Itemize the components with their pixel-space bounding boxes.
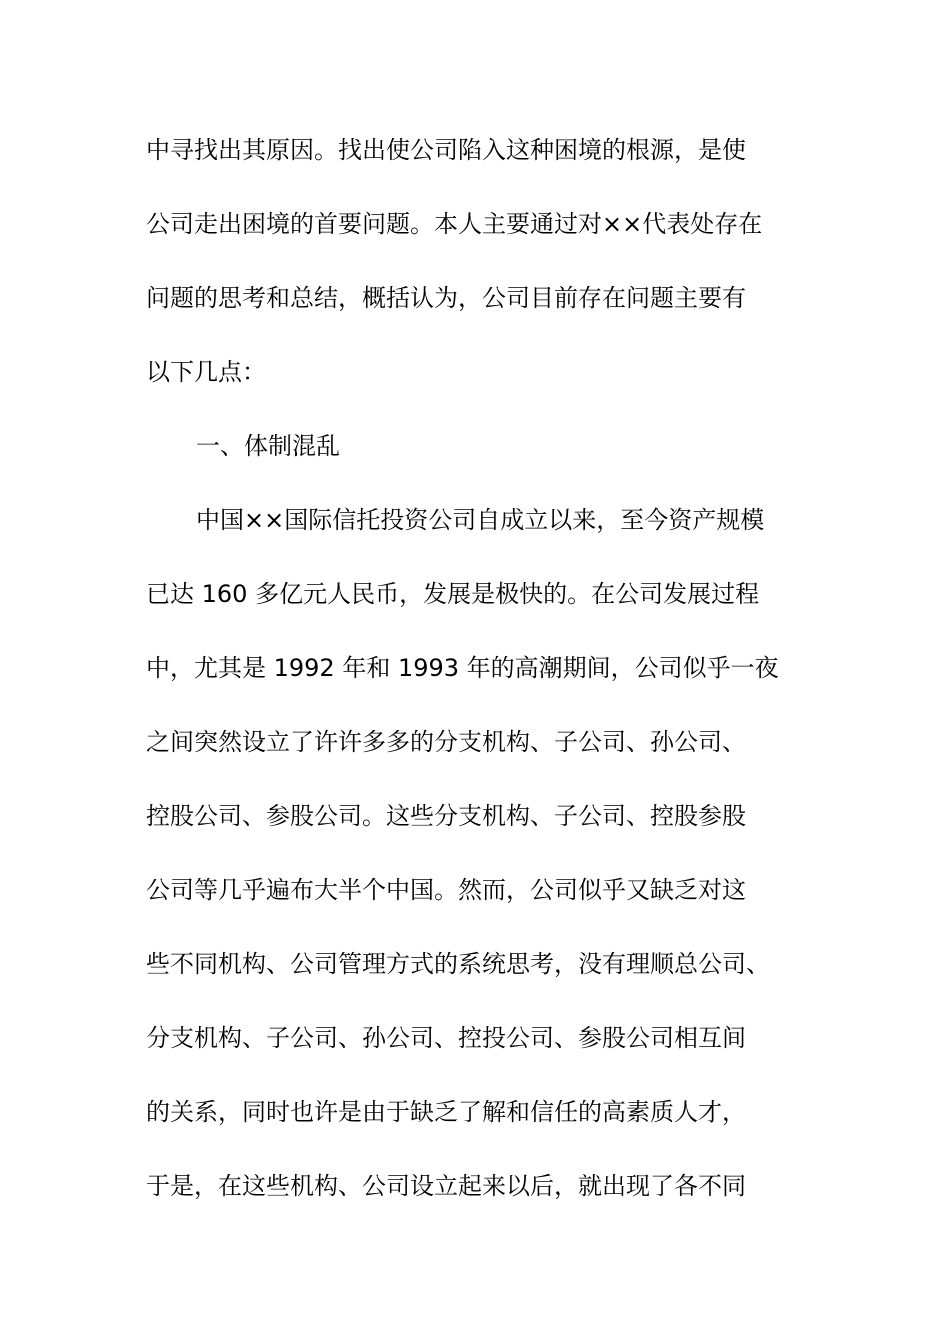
body-text-line: 公司走出困境的首要问题。本人主要通过对××代表处存在: [146, 210, 763, 238]
body-text-line: 控股公司、参股公司。这些分支机构、子公司、控股参股: [146, 802, 746, 830]
body-text-line: 中，尤其是 1992 年和 1993 年的高潮期间，公司似乎一夜: [146, 654, 779, 682]
section-heading: 一、体制混乱: [196, 432, 340, 460]
body-text-line: 已达 160 多亿元人民币，发展是极快的。在公司发展过程: [146, 580, 760, 608]
body-text-line: 的关系，同时也许是由于缺乏了解和信任的高素质人才，: [146, 1098, 746, 1126]
body-text-line: 以下几点：: [146, 358, 266, 386]
body-text-line: 中寻找出其原因。找出使公司陷入这种困境的根源，是使: [146, 136, 746, 164]
body-text-line: 问题的思考和总结，概括认为，公司目前存在问题主要有: [146, 284, 746, 312]
body-text-line: 于是，在这些机构、公司设立起来以后，就出现了各不同: [146, 1172, 746, 1200]
body-text-line: 些不同机构、公司管理方式的系统思考，没有理顺总公司、: [146, 950, 770, 978]
body-text-line: 之间突然设立了许许多多的分支机构、子公司、孙公司、: [146, 728, 746, 756]
body-text-line: 分支机构、子公司、孙公司、控投公司、参股公司相互间: [146, 1024, 746, 1052]
body-text-line: 中国××国际信托投资公司自成立以来，至今资产规模: [196, 506, 765, 534]
body-text-line: 公司等几乎遍布大半个中国。然而，公司似乎又缺乏对这: [146, 876, 746, 904]
